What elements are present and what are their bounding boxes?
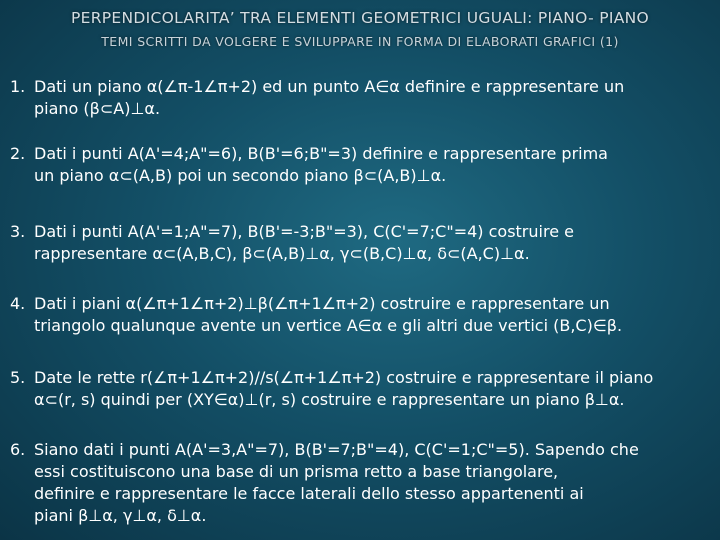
item-number: 5. [10,368,26,387]
item-text: un piano α⊂(A,B) poi un secondo piano β⊂(A,B)⊥α. [34,166,447,185]
item-text: Siano dati i punti A(A'=3,A"=7), B(B'=7;B"=4), C(C'=1;C"=5). Sapendo che [34,440,639,459]
item-text: Dati i piani α(∠π+1∠π+2)⊥β(∠π+1∠π+2) costruire e rappresentare un [34,294,610,313]
item-number: 4. [10,294,26,313]
item-number: 1. [10,77,26,96]
item-text: Date le rette r(∠π+1∠π+2)//s(∠π+1∠π+2) costruire e rappresentare il piano [34,368,654,387]
page-subtitle: TEMI SCRITTI DA VOLGERE E SVILUPPARE IN FORMA DI ELABORATI GRAFICI (1) [101,34,619,49]
item-text: rappresentare α⊂(A,B,C), β⊂(A,B)⊥α, γ⊂(B,C)⊥α, δ⊂(A,C)⊥α. [34,244,530,263]
item-text: α⊂(r, s) quindi per (XY∈α)⊥(r, s) costruire e rappresentare un piano β⊥α. [34,390,625,409]
list-item [10,143,608,187]
item-number: 6. [10,440,26,459]
list-item [10,293,622,337]
page-title: PERPENDICOLARITA’ TRA ELEMENTI GEOMETRICI UGUALI: PIANO- PIANO [70,9,650,27]
list-item [10,221,574,265]
item-text: piano (β⊂A)⊥α. [34,99,161,118]
item-text: essi costituiscono una base di un prisma retto a base triangolare, [34,462,559,481]
list-item [10,76,624,120]
item-text: triangolo qualunque avente un vertice A∈α e gli altri due vertici (B,C)∈β. [34,316,623,335]
list-item [10,439,639,527]
item-text: piani β⊥α, γ⊥α, δ⊥α. [34,506,207,525]
list-item [10,367,653,411]
item-text: definire e rappresentare le facce laterali dello stesso appartenenti ai [34,484,584,503]
item-text: Dati i punti A(A'=1;A"=7), B(B'=-3;B"=3), C(C'=7;C"=4) costruire e [34,222,574,241]
item-text: Dati i punti A(A'=4;A"=6), B(B'=6;B"=3) definire e rappresentare prima [34,144,608,163]
item-number: 2. [10,144,26,163]
item-text: Dati un piano α(∠π-1∠π+2) ed un punto A∈α definire e rappresentare un [34,77,625,96]
item-number: 3. [10,222,26,241]
